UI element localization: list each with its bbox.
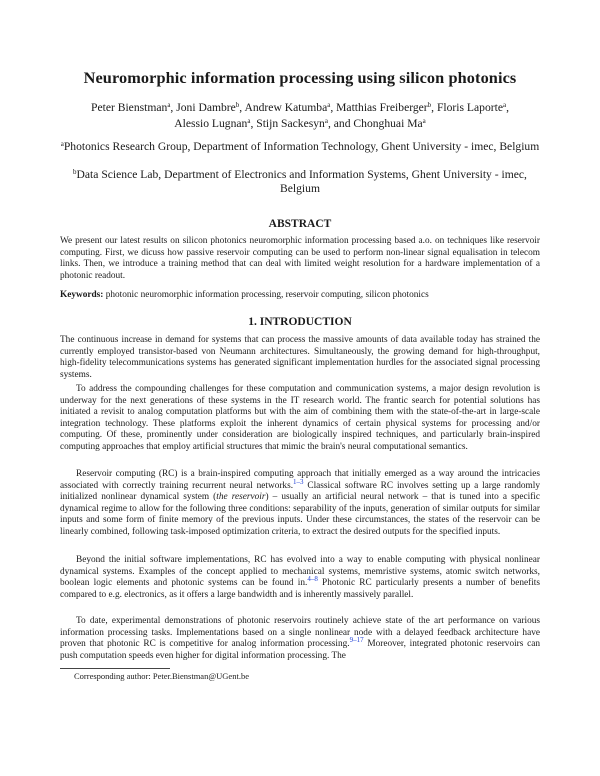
author-affil-mark: a (422, 117, 426, 125)
citation-link[interactable]: 9–17 (349, 636, 364, 645)
author-affil-mark: b (235, 101, 240, 109)
paragraph-text: Moreover, integrated photonic reservoirs can push computation speeds even higher for digital information processing. The (60, 639, 540, 661)
citation-link[interactable]: 1–3 (293, 477, 304, 486)
citation-link[interactable]: 4–8 (307, 575, 318, 584)
abstract-text: We present our latest results on silicon photonics neuromorphic information processing based a.o. on techniques like reservoir computing. First, we dicuss how passive reservoir computing can be used to perform non-linear signal equalisation in telecom links. Then, we introduce a training method that can deal with limited weight resolution for a hardware implementation of a photonic readout. (60, 236, 540, 281)
paragraph-text: Beyond the initial software implementations, RC has evolved into a way to enable computing with physical nonlinear dynamical systems. Examples of the concept applied to mechanical systems, memristive systems, atomic switch networks, boolean logic elements and photonic systems can be found in. (60, 555, 540, 589)
paragraph-text: Reservoir computing (RC) is a brain-inspired computing approach that initially emerged as a way around the intricacies associated with correctly training recurrent neural networks. (60, 469, 540, 491)
affiliation-b (60, 168, 540, 195)
author: Joni Dambre (176, 101, 236, 114)
paragraph-text: ) – usually an artificial neural network – that is tuned into a specific dynamical regime to allow for the following three conditions: separability of the inputs, generation of similar outputs for similar inputs and some form of finite memory of the previous inputs. Under these circumstances, the states of the reservoir can be linearly combined, following task-imposed optimization criteria, to extract the desired outputs for the specified inputs. (60, 492, 541, 537)
author: Peter Bienstman (91, 101, 168, 114)
footnote-rule (60, 668, 170, 669)
keywords (60, 290, 540, 302)
author-line-1: Peter Bienstman$^a$, Joni Dambre$^b$, Andrew Katumba$^a$, Matthias Freiberger$^b$, Floris Laporte$^a$, (91, 101, 509, 114)
intro-paragraph-5 (60, 616, 540, 662)
abstract-heading: ABSTRACT (268, 218, 332, 230)
author-affil-mark: a (167, 101, 171, 109)
author-affil-mark: a (247, 117, 251, 125)
author: Andrew Katumba (244, 101, 328, 114)
keywords-text: photonic neuromorphic information processing, reservoir computing, silicon photonics (105, 290, 429, 300)
footnote-corresponding-author: Corresponding author: Peter.Bienstman@UGent.be (74, 671, 249, 681)
keywords-label: Keywords: (60, 290, 104, 300)
affiliation-mark: b (73, 168, 77, 176)
author-and: and (333, 117, 351, 130)
author: Alessio Lugnan (174, 117, 248, 130)
intro-paragraph-2: To address the compounding challenges for these computation and communication systems, a major design revolution is underway for the next generations of these systems in the IT research world. The frantic search for potential solutions has initiated a revisit to analog computation platforms but with the aim of combining them with the state-of-the-art in large-scale integration technology. These platforms exploit the inherent dynamics of certain physical systems for processing and/or computing. Of these, prominently under consideration are biologically inspired techniques, and particularly brain-inspired computing approaches that employ artificial structures that mimic the brain's neural computational semantics. (60, 384, 540, 452)
author: Matthias Freiberger (336, 101, 428, 114)
author: Chonghuai Ma (353, 117, 423, 130)
paragraph-text: Photonic RC particularly presents a number of benefits compared to e.g. electronics, as it offers a large bandwidth and is inherently massively parallel. (60, 578, 540, 600)
author-affil-mark: b (427, 101, 432, 109)
author-affil-mark: a (324, 117, 328, 125)
author-list (60, 100, 540, 132)
emphasis-text: the reservoir (216, 492, 266, 503)
affiliation-text: Data Science Lab, Department of Electronics and Information Systems, Ghent University - imec, Belgium (76, 168, 527, 195)
intro-paragraph-4 (60, 555, 540, 601)
author-affil-mark: a (502, 101, 507, 109)
author-line-2: Alessio Lugnan$^a$, Stijn Sackesyn$^a$, and Chonghuai Ma$^a$ (174, 117, 426, 130)
intro-paragraph-3 (60, 469, 540, 539)
affiliation-mark: a (60, 140, 64, 148)
paragraph-text: Classical software RC involves setting up a large randomly initialized nonlinear dynamical system ( (60, 480, 541, 503)
author-affil-mark: a (327, 101, 331, 109)
affiliation-a (60, 140, 540, 154)
affiliation-text: Photonics Research Group, Department of Information Technology, Ghent University - imec, Belgium (63, 140, 540, 153)
section-heading-introduction: 1. INTRODUCTION (248, 316, 352, 328)
paper-title: Neuromorphic information processing using silicon photonics (83, 68, 517, 87)
paragraph-text: To date, experimental demonstrations of photonic reservoirs routinely achieve state of the art performance on various information processing tasks. Implementations based on a single nonlinear node with a delayed feedback architecture have proven that photonic RC is competitive for analog information processing. (60, 616, 540, 650)
intro-paragraph-1: The continuous increase in demand for systems that can process the massive amounts of data available today has strained the currently employed transistor-based von Neumann architectures. Simultaneously, the growing demand for high-throughput, high-fidelity telecommunications systems has generated significant implementation hurdles for the associated signal processing systems. (60, 335, 540, 380)
author: Stijn Sackesyn (256, 117, 325, 130)
author: Floris Laporte (436, 101, 503, 114)
